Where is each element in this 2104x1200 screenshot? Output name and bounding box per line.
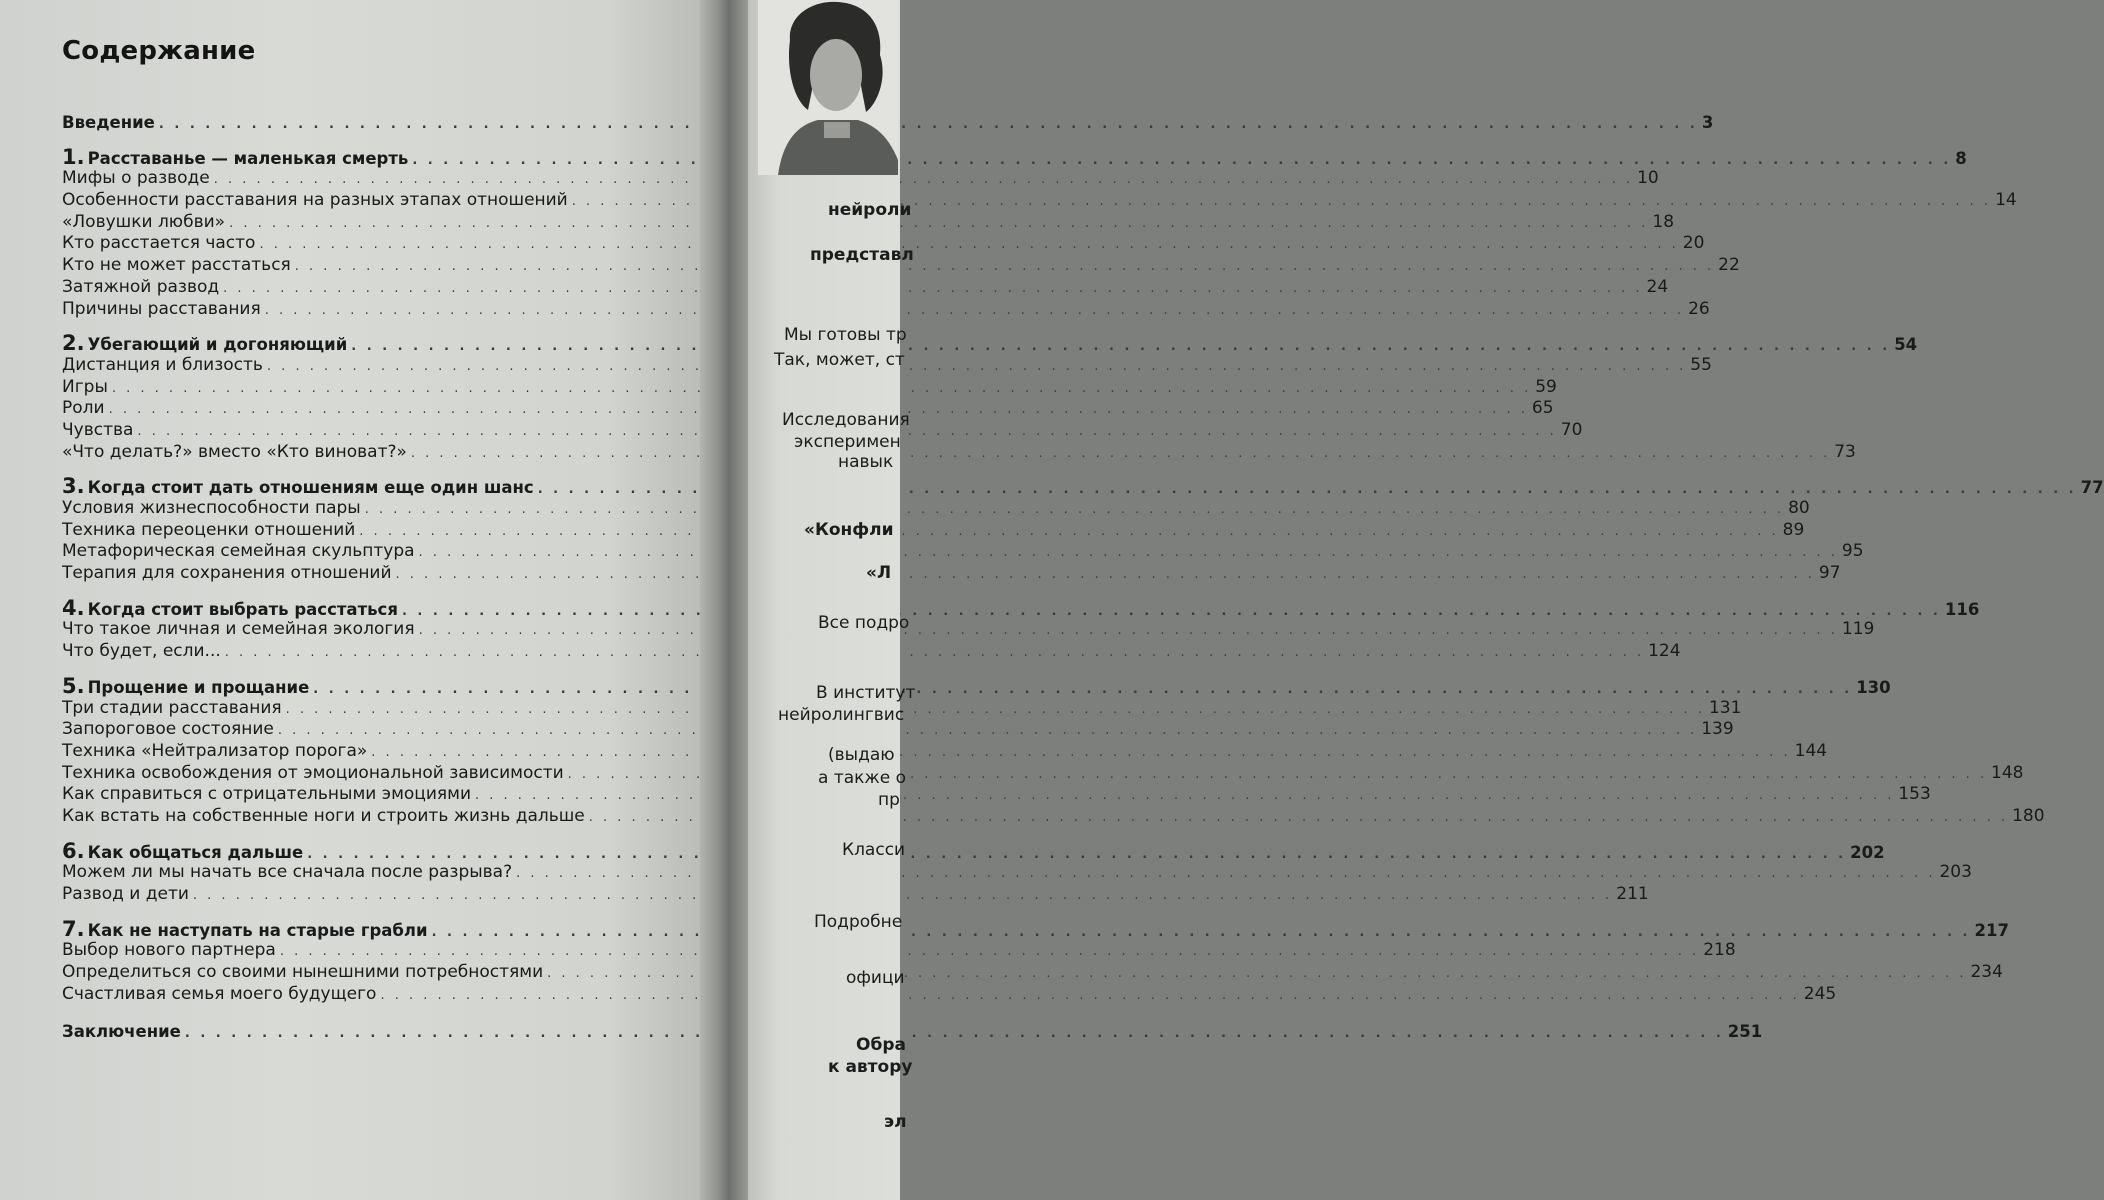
toc-entry-title: Кто не может расстаться	[62, 255, 291, 276]
toc-chapter-name: Когда стоит дать отношениям еще один шанс	[87, 478, 534, 498]
toc-entry-title: Затяжной развод	[62, 276, 220, 297]
toc-entry-page: 26	[1688, 298, 1710, 319]
toc-entry[interactable]	[62, 641, 1681, 663]
toc-entry-page: 73	[1834, 441, 1856, 462]
toc-chapter-page: 54	[1894, 335, 1918, 355]
toc-chapter-number: 5.	[62, 673, 85, 698]
dot-leader	[267, 356, 1686, 378]
dot-leader	[313, 679, 1852, 701]
dot-leader	[380, 985, 1799, 1007]
toc-entry[interactable]	[62, 805, 2045, 828]
right-page-line: нейролингвис	[778, 705, 905, 725]
right-page-line: «Л	[866, 563, 892, 583]
dot-leader	[371, 742, 1790, 764]
toc-entry-title: Особенности расставания на разных этапах отношений	[62, 190, 568, 211]
toc-entry-page: 55	[1690, 354, 1712, 375]
author-photo	[758, 0, 898, 175]
right-page-line: Мы готовы тр	[784, 325, 907, 345]
toc-entry[interactable]	[62, 719, 1734, 741]
dot-leader	[402, 601, 1941, 623]
dot-leader	[307, 844, 1846, 866]
right-page-line: представл	[810, 245, 914, 265]
dot-leader	[265, 300, 1684, 322]
toc-chapter-heading[interactable]	[62, 474, 2104, 499]
toc-entry[interactable]	[62, 940, 1736, 962]
dot-leader	[419, 542, 1838, 564]
toc-entry-title: Техника освобождения от эмоциональной зависимости	[62, 762, 564, 783]
toc-intro-title: Введение	[62, 113, 155, 132]
toc-entry[interactable]	[62, 298, 1710, 321]
toc-entry-page: 180	[2012, 805, 2045, 826]
right-page-line: навык	[838, 452, 894, 472]
dot-leader	[286, 699, 1705, 721]
toc-entry-title: Определиться со своими нынешними потребностями	[62, 962, 544, 983]
toc-entry-title: Как встать на собственные ноги и строить жизнь дальше	[62, 805, 585, 826]
dot-leader	[419, 620, 1838, 642]
toc-entry-title: Условия жизнеспособности пары	[62, 498, 361, 518]
toc-entry[interactable]	[62, 862, 1972, 884]
toc-entry[interactable]	[62, 784, 1931, 806]
toc-chapter-title	[62, 838, 304, 864]
dot-leader	[475, 785, 1894, 807]
right-page-line: эл	[884, 1112, 907, 1132]
toc-chapter-heading[interactable]	[62, 595, 1980, 620]
right-page-line: Класси	[842, 840, 906, 860]
dot-leader	[214, 169, 1633, 191]
book-gutter	[700, 0, 752, 1200]
toc-chapter-name: Прощение и прощание	[87, 677, 310, 697]
toc-entry-page: 89	[1782, 519, 1805, 540]
dot-leader	[411, 443, 1830, 465]
toc-chapter-page: 130	[1856, 677, 1891, 697]
dot-leader	[259, 234, 1678, 256]
toc-entry[interactable]	[62, 983, 1837, 1006]
toc-entry-title: Терапия для сохранения отношений	[62, 563, 392, 584]
toc-chapter-title	[62, 595, 398, 621]
right-page-line: нейроли	[828, 200, 912, 220]
toc-entry-title: Техника «Нейтрализатор порога»	[62, 740, 368, 761]
right-page	[748, 0, 916, 1200]
dot-leader	[295, 256, 1714, 278]
dot-leader	[365, 499, 1784, 521]
toc-entry-title: Выбор нового партнера	[62, 940, 276, 961]
toc-entry[interactable]	[62, 376, 1557, 399]
toc-chapter-title	[62, 916, 428, 942]
toc-entry-title: Роли	[62, 398, 105, 419]
toc-entry-page: 139	[1701, 719, 1734, 740]
toc-entry-page: 119	[1841, 619, 1875, 640]
dot-leader	[412, 150, 1951, 172]
right-page-line: Все подро	[818, 613, 910, 633]
toc-entry[interactable]	[62, 211, 1675, 234]
dot-leader	[225, 642, 1644, 664]
toc-entry-title: Как справиться с отрицательными эмоциями	[62, 784, 472, 805]
toc-entry-title: Что будет, если...	[62, 641, 221, 662]
toc-entry-page: 124	[1648, 641, 1681, 662]
toc-entry-title: Чувства	[62, 419, 134, 440]
dot-leader	[396, 564, 1815, 586]
toc-entry-title: Игры	[62, 376, 108, 397]
dot-leader	[223, 278, 1642, 300]
toc-conclusion-page: 251	[1727, 1022, 1763, 1042]
right-page-line: офици	[846, 968, 905, 988]
toc-conclusion[interactable]	[62, 1021, 1763, 1043]
right-page-line: В институт	[816, 683, 916, 703]
toc-entry-page: 153	[1898, 784, 1931, 805]
toc-entry[interactable]	[62, 276, 1669, 299]
right-page-line: к автору	[828, 1057, 913, 1077]
toc-intro-page: 3	[1701, 113, 1714, 132]
toc-entry-page: 144	[1794, 740, 1828, 761]
toc-intro-group	[62, 112, 1714, 134]
dot-leader	[159, 114, 1698, 136]
right-page-line: эксперимен	[794, 432, 901, 452]
toc-entry-title: «Ловушки любви»	[62, 211, 226, 232]
toc-chapter-name: Как не наступать на старые грабли	[87, 920, 428, 940]
toc-entry-page: 218	[1703, 940, 1736, 961]
toc-chapter-title	[62, 476, 534, 499]
toc-entry-page: 211	[1616, 884, 1649, 904]
right-page-line: пр	[878, 790, 900, 810]
toc-entry-title: Кто расстается часто	[62, 233, 256, 254]
dot-leader	[229, 213, 1648, 235]
right-page-line: а также о	[818, 768, 906, 788]
toc-entry-title: Что такое личная и семейная экология	[62, 619, 415, 640]
toc-entry-page: 95	[1841, 541, 1864, 562]
toc-entry-page: 234	[1970, 962, 2003, 983]
toc-chapter-name: Расставанье — маленькая смерть	[87, 148, 409, 168]
right-page-line: Подробне	[814, 912, 903, 932]
toc-entry-title: Метафорическая семейная скульптура	[62, 541, 415, 562]
toc-entry-title: Дистанция и близость	[62, 354, 263, 375]
toc-entry[interactable]	[62, 563, 1841, 585]
toc-entry-page: 24	[1646, 276, 1669, 297]
toc-entry-title: Мифы о разводе	[62, 168, 210, 189]
toc-entry-page: 131	[1708, 697, 1742, 718]
toc-chapter-title	[62, 333, 347, 356]
toc-entry-title: Развод и дети	[62, 884, 189, 904]
toc-conclusion-title: Заключение	[62, 1022, 181, 1042]
toc-chapter-page: 202	[1850, 842, 1885, 862]
toc-entry-page: 70	[1560, 419, 1583, 440]
toc-entry-page: 59	[1535, 376, 1557, 397]
toc-chapter-heading[interactable]	[62, 144, 1967, 169]
dot-leader	[351, 336, 1890, 358]
toc-intro[interactable]	[62, 112, 1714, 134]
toc-chapter-number: 3.	[62, 474, 85, 499]
toc-chapter-number: 4.	[62, 595, 85, 620]
toc-chapter-page: 77	[2080, 478, 2104, 498]
toc-chapter-number: 6.	[62, 838, 85, 863]
toc-chapter-page: 116	[1944, 599, 1980, 619]
toc-entry-page: 245	[1803, 983, 1837, 1004]
toc-entry[interactable]	[62, 884, 1649, 906]
toc-entry-page: 22	[1718, 255, 1740, 276]
toc-entry-title: Можем ли мы начать все сначала после разрыва?	[62, 862, 513, 883]
right-page-line: «Конфли	[804, 520, 894, 540]
right-page-line: Так, может, ст	[774, 350, 905, 370]
right-page-line: (выдаю	[828, 745, 895, 765]
toc-entry-title: Три стадии расставания	[62, 697, 282, 718]
toc-chapter-page: 8	[1955, 148, 1967, 168]
toc-entry-title: Техника переоценки отношений	[62, 519, 356, 540]
toc-chapter-name: Как общаться дальше	[87, 842, 304, 862]
dot-leader	[359, 521, 1778, 543]
toc-title: Содержание	[62, 36, 256, 66]
toc-entry-title: Счастливая семья моего будущего	[62, 983, 377, 1004]
toc-chapter-number: 1.	[62, 144, 85, 169]
toc-entry-page: 203	[1939, 862, 1972, 883]
toc-entry-page: 65	[1531, 398, 1554, 419]
toc-entry[interactable]	[62, 541, 1864, 563]
dot-leader	[278, 720, 1697, 742]
toc-entry-page: 148	[1991, 762, 2024, 783]
dot-leader	[193, 885, 1612, 907]
dot-leader	[432, 922, 1971, 944]
toc-chapter-name: Когда стоит выбрать расстаться	[87, 599, 398, 619]
toc-chapter-title	[62, 144, 409, 170]
toc-entry-page: 97	[1818, 563, 1841, 584]
dot-leader	[185, 1023, 1724, 1045]
toc-entry-title: Запороговое состояние	[62, 719, 274, 740]
toc-entry[interactable]	[62, 168, 1659, 190]
toc-chapter-name: Убегающий и догоняющий	[87, 335, 348, 355]
toc-entry-page: 10	[1637, 168, 1659, 189]
right-page-line: Исследования	[782, 410, 910, 430]
toc-chapter-number: 2.	[62, 331, 85, 356]
toc-entry-page: 20	[1682, 233, 1705, 254]
right-page-line: Обра	[856, 1035, 906, 1055]
toc-chapter-title	[62, 673, 310, 699]
toc-entry-page: 14	[1995, 190, 2017, 211]
toc-entry-title: Причины расставания	[62, 298, 261, 319]
toc-conclusion-group	[62, 1021, 1763, 1043]
toc-chapter-number: 7.	[62, 916, 85, 941]
toc-entry-page: 18	[1652, 211, 1675, 232]
toc-entry[interactable]	[62, 498, 1810, 520]
toc-entry-page: 80	[1788, 498, 1810, 518]
toc-entry-title: «Что делать?» вместо «Кто виноват?»	[62, 441, 407, 462]
dot-leader	[280, 941, 1699, 963]
toc-chapter-page: 217	[1974, 920, 2009, 940]
